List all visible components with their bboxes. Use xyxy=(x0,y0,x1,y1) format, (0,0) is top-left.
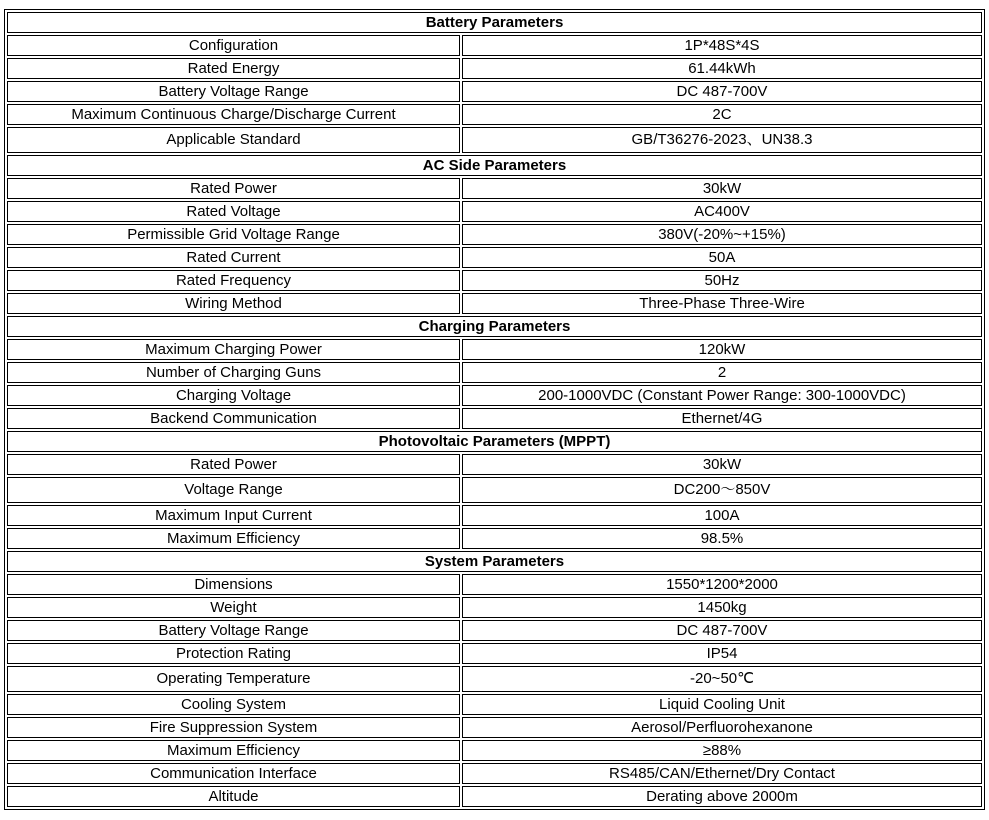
param-value: RS485/CAN/Ethernet/Dry Contact xyxy=(462,763,982,784)
param-value: 2 xyxy=(462,362,982,383)
param-value: 1P*48S*4S xyxy=(462,35,982,56)
spec-row xyxy=(7,694,982,715)
spec-row xyxy=(7,362,982,383)
spec-row xyxy=(7,528,982,549)
spec-row xyxy=(7,104,982,125)
spec-row xyxy=(7,81,982,102)
section-title: Photovoltaic Parameters (MPPT) xyxy=(7,431,982,452)
param-value: 50A xyxy=(462,247,982,268)
param-value: 380V(-20%~+15%) xyxy=(462,224,982,245)
spec-row xyxy=(7,247,982,268)
spec-row xyxy=(7,643,982,664)
param-value: Ethernet/4G xyxy=(462,408,982,429)
spec-row xyxy=(7,339,982,360)
param-value: GB/T36276-2023、UN38.3 xyxy=(462,127,982,153)
param-label: Maximum Efficiency xyxy=(7,528,460,549)
param-value: AC400V xyxy=(462,201,982,222)
section-title: Battery Parameters xyxy=(7,12,982,33)
param-value: -20~50℃ xyxy=(462,666,982,692)
param-label: Applicable Standard xyxy=(7,127,460,153)
param-label: Protection Rating xyxy=(7,643,460,664)
param-label: Maximum Efficiency xyxy=(7,740,460,761)
param-label: Voltage Range xyxy=(7,477,460,503)
param-value: 61.44kWh xyxy=(462,58,982,79)
param-label: Rated Voltage xyxy=(7,201,460,222)
param-label: Rated Frequency xyxy=(7,270,460,291)
param-label: Rated Power xyxy=(7,454,460,475)
spec-row xyxy=(7,505,982,526)
section-title: Charging Parameters xyxy=(7,316,982,337)
param-label: Rated Current xyxy=(7,247,460,268)
param-value: DC 487-700V xyxy=(462,620,982,641)
spec-row xyxy=(7,717,982,738)
param-label: Rated Power xyxy=(7,178,460,199)
param-value: 100A xyxy=(462,505,982,526)
param-label: Permissible Grid Voltage Range xyxy=(7,224,460,245)
section-title: System Parameters xyxy=(7,551,982,572)
param-label: Maximum Continuous Charge/Discharge Current xyxy=(7,104,460,125)
param-label: Dimensions xyxy=(7,574,460,595)
spec-row xyxy=(7,597,982,618)
spec-row xyxy=(7,666,982,692)
param-value: Liquid Cooling Unit xyxy=(462,694,982,715)
param-label: Charging Voltage xyxy=(7,385,460,406)
param-value: Aerosol/Perfluorohexanone xyxy=(462,717,982,738)
spec-table-body xyxy=(7,12,982,807)
section-header-row xyxy=(7,155,982,176)
param-label: Battery Voltage Range xyxy=(7,620,460,641)
spec-table xyxy=(4,9,985,810)
param-value: Three-Phase Three-Wire xyxy=(462,293,982,314)
param-label: Number of Charging Guns xyxy=(7,362,460,383)
spec-row xyxy=(7,477,982,503)
param-value: 98.5% xyxy=(462,528,982,549)
param-value: DC 487-700V xyxy=(462,81,982,102)
param-label: Wiring Method xyxy=(7,293,460,314)
param-label: Operating Temperature xyxy=(7,666,460,692)
param-value: Derating above 2000m xyxy=(462,786,982,807)
param-value: IP54 xyxy=(462,643,982,664)
spec-row xyxy=(7,385,982,406)
param-label: Maximum Charging Power xyxy=(7,339,460,360)
spec-row xyxy=(7,574,982,595)
section-header-row xyxy=(7,12,982,33)
param-value: 1450kg xyxy=(462,597,982,618)
spec-row xyxy=(7,201,982,222)
spec-row xyxy=(7,408,982,429)
spec-row xyxy=(7,740,982,761)
section-header-row xyxy=(7,316,982,337)
param-value: 1550*1200*2000 xyxy=(462,574,982,595)
spec-row xyxy=(7,454,982,475)
param-label: Cooling System xyxy=(7,694,460,715)
param-label: Battery Voltage Range xyxy=(7,81,460,102)
param-label: Altitude xyxy=(7,786,460,807)
param-value: 50Hz xyxy=(462,270,982,291)
param-label: Backend Communication xyxy=(7,408,460,429)
param-value: 200-1000VDC (Constant Power Range: 300-1000VDC) xyxy=(462,385,982,406)
param-value: 120kW xyxy=(462,339,982,360)
spec-row xyxy=(7,620,982,641)
spec-row xyxy=(7,270,982,291)
spec-row xyxy=(7,35,982,56)
spec-row xyxy=(7,763,982,784)
param-label: Configuration xyxy=(7,35,460,56)
section-header-row xyxy=(7,551,982,572)
param-label: Rated Energy xyxy=(7,58,460,79)
param-value: 30kW xyxy=(462,178,982,199)
section-title: AC Side Parameters xyxy=(7,155,982,176)
param-value: ≥88% xyxy=(462,740,982,761)
param-value: 2C xyxy=(462,104,982,125)
spec-row xyxy=(7,127,982,153)
param-label: Maximum Input Current xyxy=(7,505,460,526)
param-value: 30kW xyxy=(462,454,982,475)
section-header-row xyxy=(7,431,982,452)
param-label: Communication Interface xyxy=(7,763,460,784)
spec-row xyxy=(7,293,982,314)
param-label: Weight xyxy=(7,597,460,618)
param-label: Fire Suppression System xyxy=(7,717,460,738)
spec-row xyxy=(7,178,982,199)
spec-row xyxy=(7,786,982,807)
spec-row xyxy=(7,224,982,245)
spec-row xyxy=(7,58,982,79)
param-value: DC200～850V xyxy=(462,477,982,503)
